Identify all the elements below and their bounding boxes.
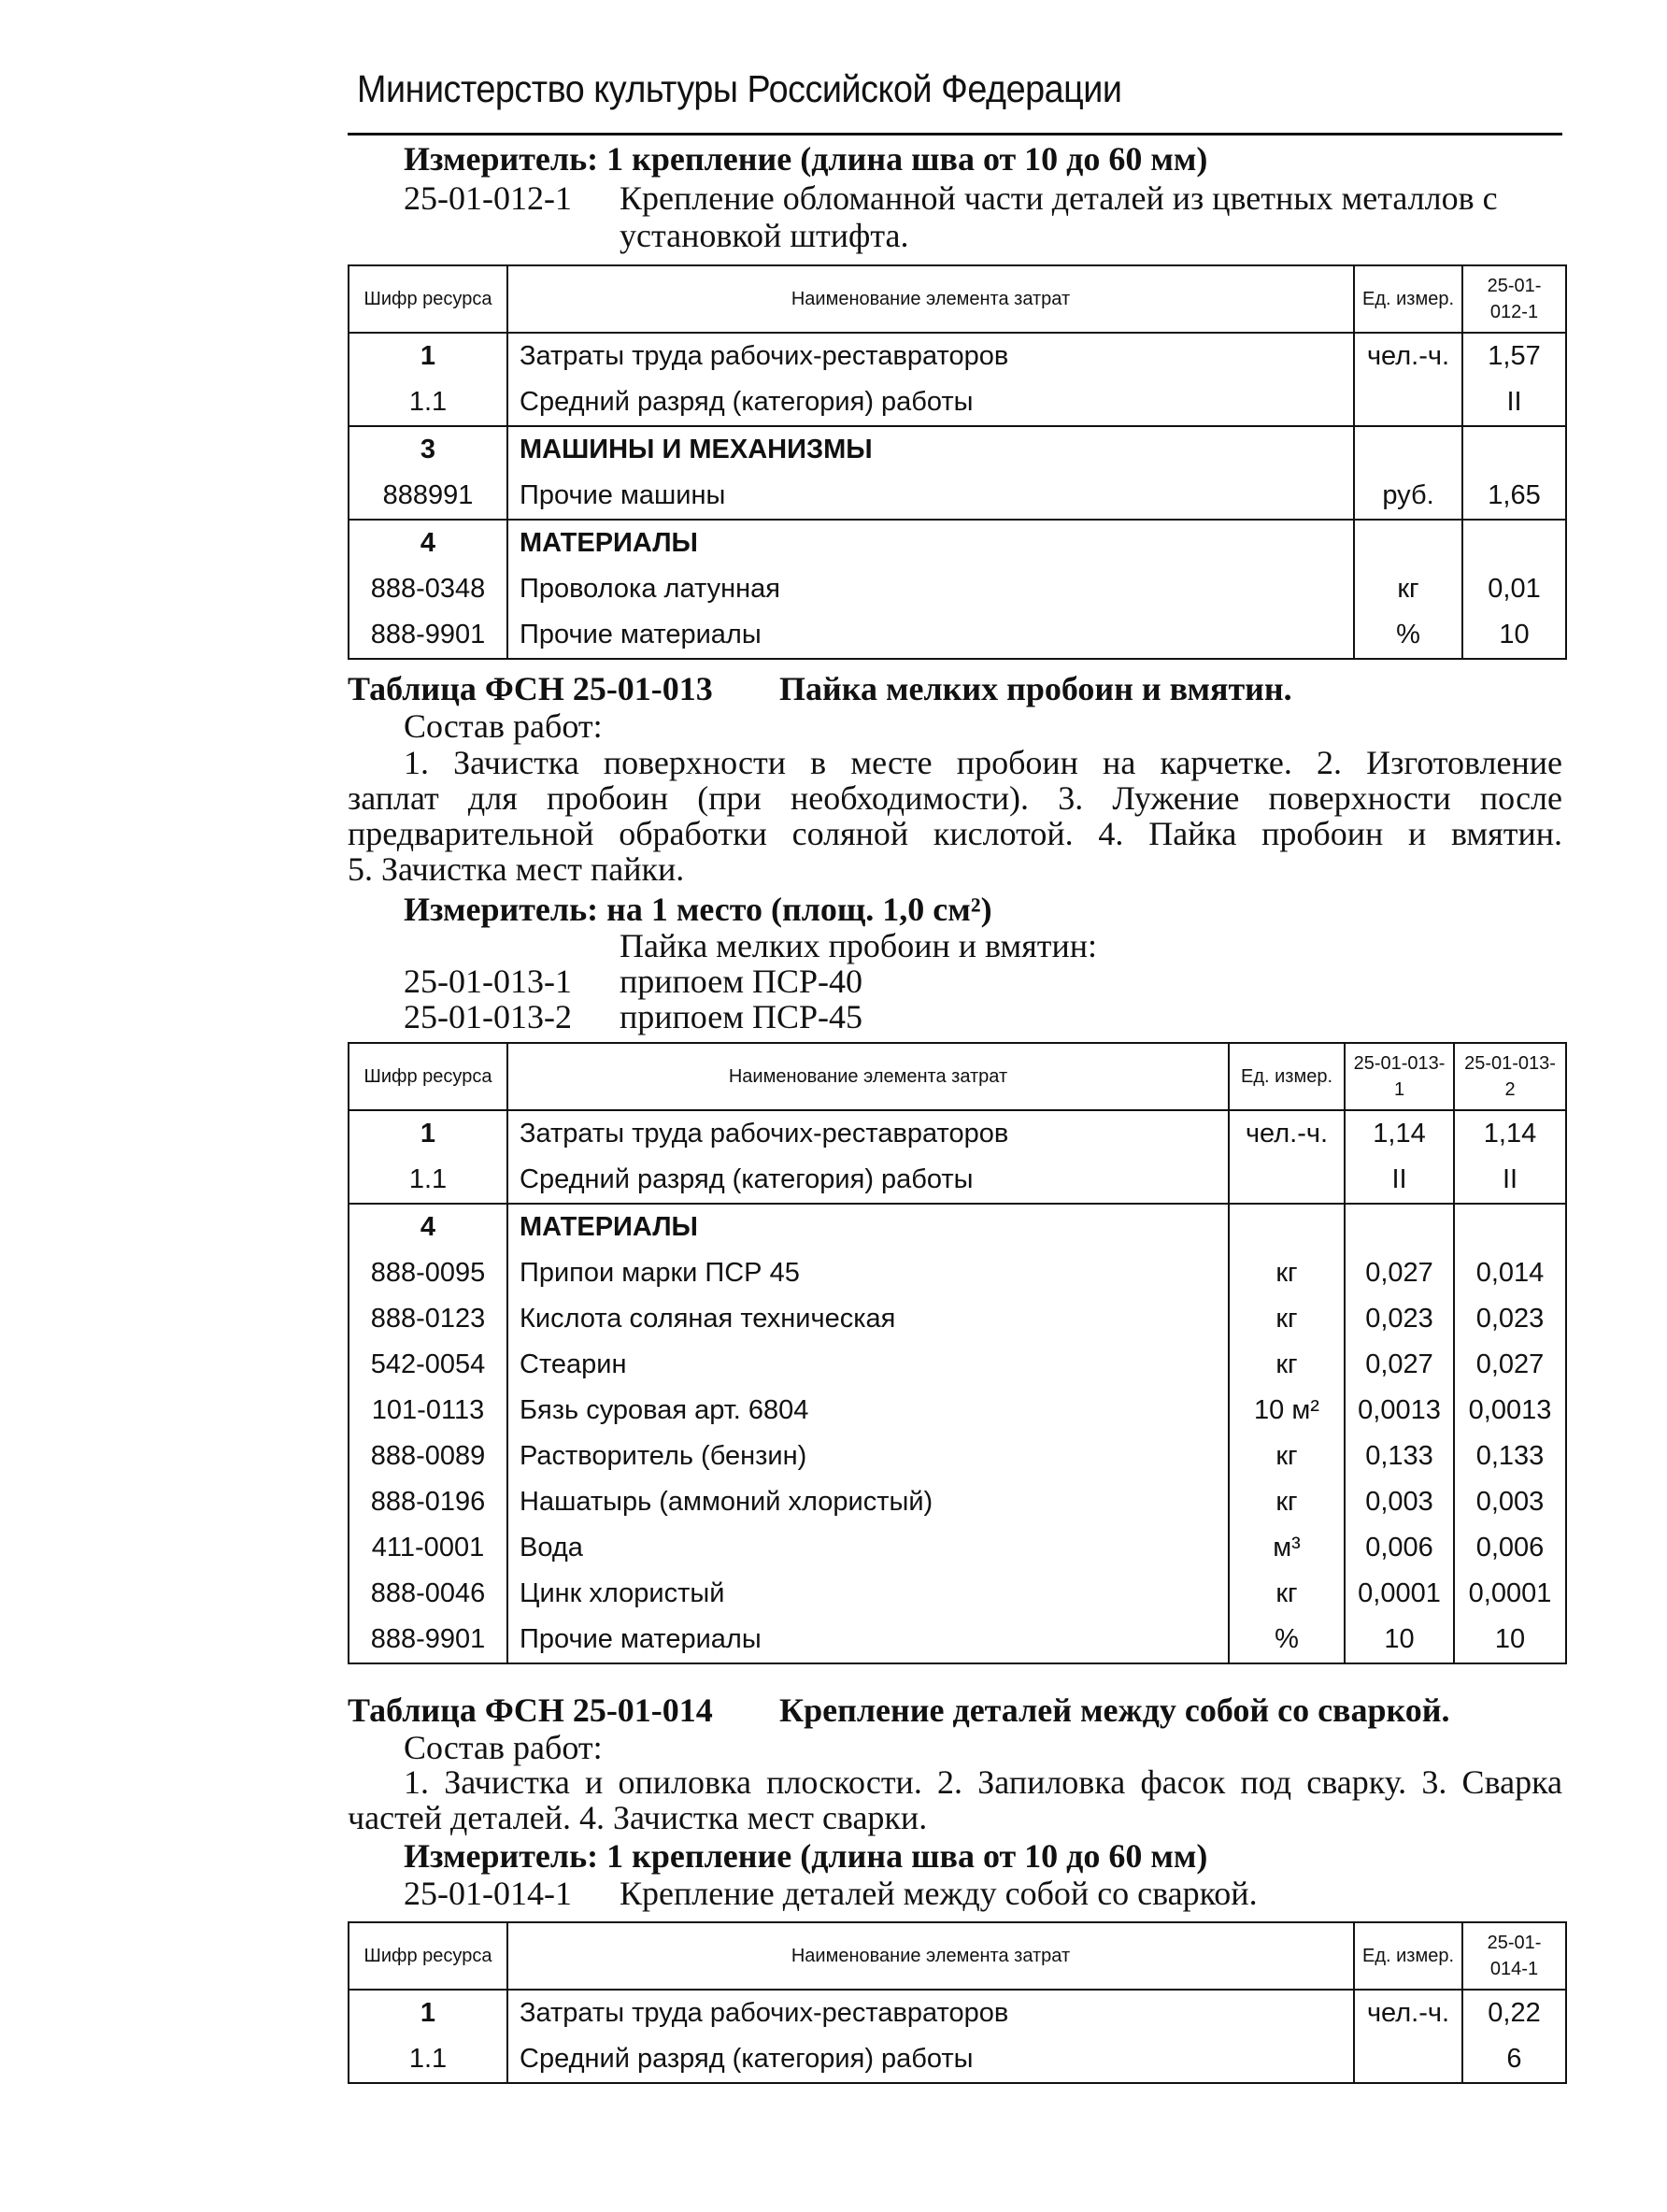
cell-value: 10 bbox=[1462, 612, 1566, 659]
cell-name: Затраты труда рабочих-реставраторов bbox=[507, 333, 1354, 379]
cell-name: МАШИНЫ И МЕХАНИЗМЫ bbox=[507, 426, 1354, 473]
item-code: 25-01-014-1 bbox=[404, 1875, 572, 1912]
item-description-cont: установкой штифта. bbox=[620, 217, 909, 254]
measure-line: Измеритель: 1 крепление (длина шва от 10 до 60 мм) bbox=[404, 140, 1208, 178]
table-row bbox=[349, 1479, 1566, 1525]
cell-code: 1 bbox=[349, 333, 507, 379]
table-header-row bbox=[349, 1043, 1566, 1110]
cell-code: 101-0113 bbox=[349, 1388, 507, 1434]
cell-value bbox=[1462, 426, 1566, 473]
cell-unit: кг bbox=[1229, 1434, 1345, 1479]
works-description bbox=[348, 1764, 1562, 1835]
cell-value: 0,027 bbox=[1345, 1250, 1454, 1296]
cell-value: 0,0001 bbox=[1454, 1571, 1566, 1617]
cell-value: 0,22 bbox=[1462, 1990, 1566, 2036]
cell-code: 411-0001 bbox=[349, 1525, 507, 1571]
cell-name: Кислота соляная техническая bbox=[507, 1296, 1229, 1342]
cell-unit: % bbox=[1229, 1617, 1345, 1663]
table-title-code: Таблица ФСН 25-01-013 bbox=[348, 670, 713, 707]
table-row bbox=[349, 1571, 1566, 1617]
cell-name: Растворитель (бензин) bbox=[507, 1434, 1229, 1479]
col-header-norm: 25-01-012-1 bbox=[1462, 265, 1566, 333]
cell-value: 0,006 bbox=[1454, 1525, 1566, 1571]
cell-value: 0,133 bbox=[1345, 1434, 1454, 1479]
table-row bbox=[349, 2036, 1566, 2083]
item-description: Крепление обломанной части деталей из цветных металлов с bbox=[620, 179, 1498, 217]
cell-code: 888-9901 bbox=[349, 612, 507, 659]
measure-line: Измеритель: 1 крепление (длина шва от 10 до 60 мм) bbox=[404, 1837, 1208, 1875]
cell-code: 4 bbox=[349, 520, 507, 566]
resource-table-014 bbox=[348, 1921, 1567, 2084]
works-line: 1. Зачистка поверхности в месте пробоин на карчетке. 2. Изготовление bbox=[404, 744, 1562, 781]
cell-value: 0,027 bbox=[1345, 1342, 1454, 1388]
cell-code: 888-9901 bbox=[349, 1617, 507, 1663]
cell-code: 1.1 bbox=[349, 1157, 507, 1204]
item-description: припоем ПСР-40 bbox=[620, 963, 863, 1000]
cell-code: 542-0054 bbox=[349, 1342, 507, 1388]
cell-unit bbox=[1354, 2036, 1462, 2083]
cell-code: 1.1 bbox=[349, 2036, 507, 2083]
table-row bbox=[349, 426, 1566, 473]
items-subtitle: Пайка мелких пробоин и вмятин: bbox=[620, 927, 1098, 964]
cell-code: 888991 bbox=[349, 473, 507, 520]
works-label: Состав работ: bbox=[404, 707, 603, 745]
table-row bbox=[349, 1388, 1566, 1434]
cell-value: 10 bbox=[1454, 1617, 1566, 1663]
col-header-code: Шифр ресурса bbox=[349, 1043, 507, 1110]
cell-value: 1,14 bbox=[1345, 1110, 1454, 1157]
cell-value: 0,133 bbox=[1454, 1434, 1566, 1479]
cell-name: Затраты труда рабочих-реставраторов bbox=[507, 1110, 1229, 1157]
table-title-code: Таблица ФСН 25-01-014 bbox=[348, 1691, 713, 1729]
cell-name: Вода bbox=[507, 1525, 1229, 1571]
cell-value: 0,003 bbox=[1345, 1479, 1454, 1525]
cell-unit: кг bbox=[1229, 1296, 1345, 1342]
cell-unit bbox=[1229, 1204, 1345, 1250]
cell-value: II bbox=[1462, 379, 1566, 426]
resource-table-013 bbox=[348, 1042, 1567, 1664]
table-header-row bbox=[349, 265, 1566, 333]
table-row bbox=[349, 379, 1566, 426]
cell-name: Средний разряд (категория) работы bbox=[507, 2036, 1354, 2083]
cell-name: Цинк хлористый bbox=[507, 1571, 1229, 1617]
table-title-name: Крепление деталей между собой со сваркой. bbox=[779, 1691, 1450, 1729]
cell-name: Средний разряд (категория) работы bbox=[507, 1157, 1229, 1204]
cell-unit bbox=[1229, 1157, 1345, 1204]
cell-name: Прочие машины bbox=[507, 473, 1354, 520]
col-header-name: Наименование элемента затрат bbox=[507, 1043, 1229, 1110]
cell-name: Прочие материалы bbox=[507, 612, 1354, 659]
cell-name: Бязь суровая арт. 6804 bbox=[507, 1388, 1229, 1434]
cell-name: Нашатырь (аммоний хлористый) bbox=[507, 1479, 1229, 1525]
col-header-code: Шифр ресурса bbox=[349, 265, 507, 333]
cell-unit bbox=[1354, 520, 1462, 566]
cell-value: 0,0001 bbox=[1345, 1571, 1454, 1617]
cell-code: 888-0089 bbox=[349, 1434, 507, 1479]
measure-line: Измеритель: на 1 место (площ. 1,0 см²) bbox=[404, 891, 992, 928]
table-row bbox=[349, 1296, 1566, 1342]
cell-unit: чел.-ч. bbox=[1354, 333, 1462, 379]
page-header: Министерство культуры Российской Федерации bbox=[357, 67, 1122, 110]
header-rule bbox=[348, 133, 1562, 136]
cell-unit: кг bbox=[1354, 566, 1462, 612]
item-code: 25-01-013-2 bbox=[404, 998, 572, 1035]
works-line: предварительной обработки соляной кислотой. 4. Пайка пробоин и вмятин. bbox=[348, 815, 1562, 852]
table-row bbox=[349, 473, 1566, 520]
table-title-name: Пайка мелких пробоин и вмятин. bbox=[779, 670, 1292, 707]
cell-code: 888-0095 bbox=[349, 1250, 507, 1296]
cell-code: 1.1 bbox=[349, 379, 507, 426]
works-description bbox=[348, 745, 1562, 887]
cell-name: МАТЕРИАЛЫ bbox=[507, 1204, 1229, 1250]
table-row bbox=[349, 1204, 1566, 1250]
cell-code: 4 bbox=[349, 1204, 507, 1250]
cell-value: 0,003 bbox=[1454, 1479, 1566, 1525]
resource-table-012 bbox=[348, 264, 1567, 660]
table-row bbox=[349, 1525, 1566, 1571]
cell-code: 1 bbox=[349, 1990, 507, 2036]
cell-value: II bbox=[1345, 1157, 1454, 1204]
works-label: Состав работ: bbox=[404, 1729, 603, 1766]
cell-name: Проволока латунная bbox=[507, 566, 1354, 612]
cell-value: 0,023 bbox=[1345, 1296, 1454, 1342]
cell-value: 0,0013 bbox=[1345, 1388, 1454, 1434]
cell-unit: кг bbox=[1229, 1479, 1345, 1525]
table-row bbox=[349, 612, 1566, 659]
cell-name: Прочие материалы bbox=[507, 1617, 1229, 1663]
cell-value: 1,14 bbox=[1454, 1110, 1566, 1157]
cell-code: 1 bbox=[349, 1110, 507, 1157]
cell-unit: кг bbox=[1229, 1571, 1345, 1617]
cell-name: Припои марки ПСР 45 bbox=[507, 1250, 1229, 1296]
col-header-unit: Ед. измер. bbox=[1354, 265, 1462, 333]
col-header-name: Наименование элемента затрат bbox=[507, 1922, 1354, 1990]
cell-unit: руб. bbox=[1354, 473, 1462, 520]
cell-name: Стеарин bbox=[507, 1342, 1229, 1388]
cell-value bbox=[1462, 520, 1566, 566]
table-row bbox=[349, 333, 1566, 379]
cell-value: 0,006 bbox=[1345, 1525, 1454, 1571]
cell-value: 6 bbox=[1462, 2036, 1566, 2083]
cell-code: 888-0348 bbox=[349, 566, 507, 612]
table-header-row bbox=[349, 1922, 1566, 1990]
cell-value: 1,57 bbox=[1462, 333, 1566, 379]
cell-value: 0,027 bbox=[1454, 1342, 1566, 1388]
table-row bbox=[349, 1617, 1566, 1663]
col-header-code: Шифр ресурса bbox=[349, 1922, 507, 1990]
table-row bbox=[349, 1110, 1566, 1157]
table-row bbox=[349, 1250, 1566, 1296]
works-line: 1. Зачистка и опиловка плоскости. 2. Запиловка фасок под сварку. 3. Сварка bbox=[404, 1763, 1562, 1801]
table-row bbox=[349, 1157, 1566, 1204]
cell-value: 10 bbox=[1345, 1617, 1454, 1663]
cell-value: 0,01 bbox=[1462, 566, 1566, 612]
works-line: 5. Зачистка мест пайки. bbox=[348, 850, 685, 888]
col-header-norm-2: 25-01-013-2 bbox=[1454, 1043, 1566, 1110]
cell-unit: 10 м² bbox=[1229, 1388, 1345, 1434]
col-header-norm: 25-01-014-1 bbox=[1462, 1922, 1566, 1990]
item-code: 25-01-013-1 bbox=[404, 963, 572, 1000]
cell-unit bbox=[1354, 426, 1462, 473]
col-header-norm-1: 25-01-013-1 bbox=[1345, 1043, 1454, 1110]
cell-name: Затраты труда рабочих-реставраторов bbox=[507, 1990, 1354, 2036]
cell-unit: кг bbox=[1229, 1342, 1345, 1388]
cell-unit bbox=[1354, 379, 1462, 426]
works-line: заплат для пробоин (при необходимости). 3. Лужение поверхности после bbox=[348, 779, 1562, 817]
cell-value bbox=[1454, 1204, 1566, 1250]
table-row bbox=[349, 1434, 1566, 1479]
table-row bbox=[349, 566, 1566, 612]
table-row bbox=[349, 520, 1566, 566]
col-header-unit: Ед. измер. bbox=[1229, 1043, 1345, 1110]
item-description: припоем ПСР-45 bbox=[620, 998, 863, 1035]
cell-value bbox=[1345, 1204, 1454, 1250]
item-description: Крепление деталей между собой со сваркой. bbox=[620, 1875, 1258, 1912]
cell-code: 888-0046 bbox=[349, 1571, 507, 1617]
cell-code: 888-0196 bbox=[349, 1479, 507, 1525]
cell-value: 0,0013 bbox=[1454, 1388, 1566, 1434]
cell-unit: чел.-ч. bbox=[1354, 1990, 1462, 2036]
cell-code: 3 bbox=[349, 426, 507, 473]
cell-name: МАТЕРИАЛЫ bbox=[507, 520, 1354, 566]
cell-value: 1,65 bbox=[1462, 473, 1566, 520]
cell-code: 888-0123 bbox=[349, 1296, 507, 1342]
item-code: 25-01-012-1 bbox=[404, 179, 572, 217]
cell-name: Средний разряд (категория) работы bbox=[507, 379, 1354, 426]
col-header-name: Наименование элемента затрат bbox=[507, 265, 1354, 333]
col-header-unit: Ед. измер. bbox=[1354, 1922, 1462, 1990]
cell-unit: кг bbox=[1229, 1250, 1345, 1296]
works-line: частей деталей. 4. Зачистка мест сварки. bbox=[348, 1799, 928, 1836]
table-row bbox=[349, 1990, 1566, 2036]
cell-unit: % bbox=[1354, 612, 1462, 659]
cell-value: II bbox=[1454, 1157, 1566, 1204]
table-row bbox=[349, 1342, 1566, 1388]
cell-unit: м³ bbox=[1229, 1525, 1345, 1571]
cell-value: 0,014 bbox=[1454, 1250, 1566, 1296]
cell-value: 0,023 bbox=[1454, 1296, 1566, 1342]
cell-unit: чел.-ч. bbox=[1229, 1110, 1345, 1157]
